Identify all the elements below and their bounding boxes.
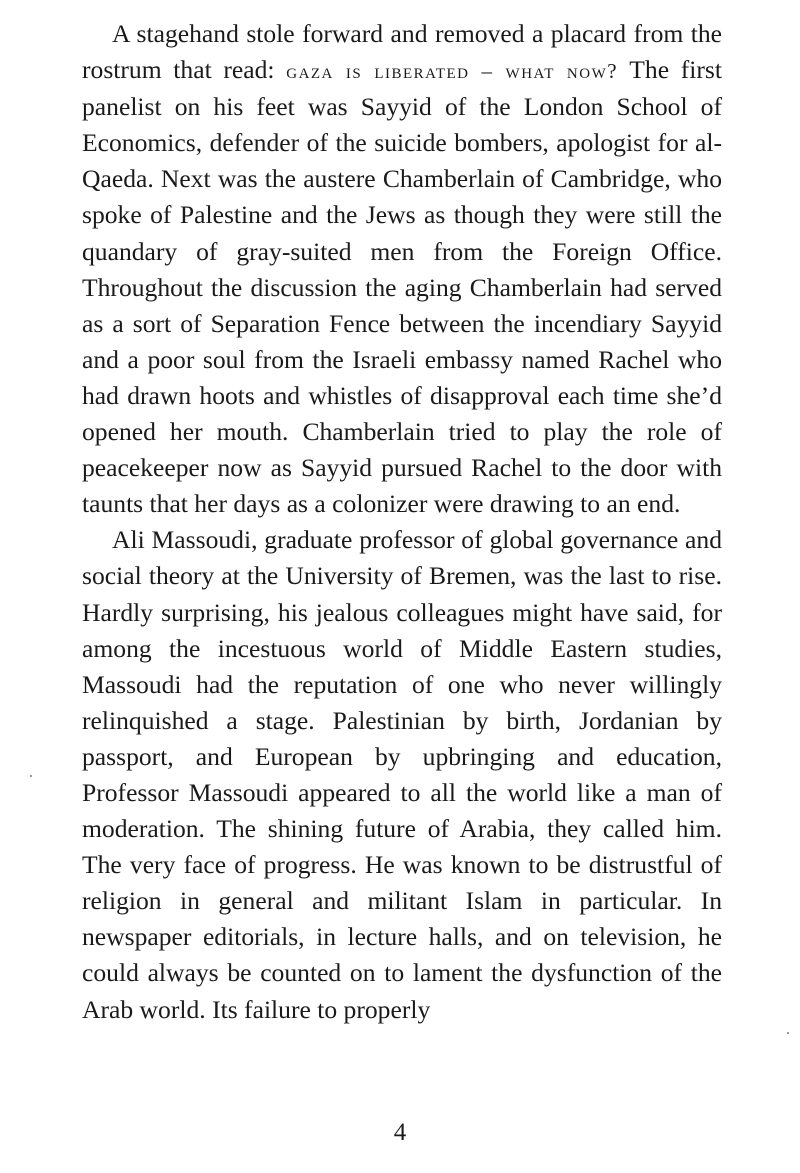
scan-speck <box>787 1032 789 1034</box>
placard-text: gaza is liberated – what now? <box>286 59 619 84</box>
page-body <box>82 16 722 1028</box>
paragraph-2: Ali Massoudi, graduate professor of global governance and social theory at the University of Bremen, was the last to rise. Hardly surprising, his jealous colleagues might have said, for among the incestuous world of Middle Eastern studies, Massoudi had the reputation of one who never willingly relinquished a stage. Palestinian by birth, Jordanian by passport, and European by upbringing and education, Professor Massoudi appeared to all the world like a man of moderation. The shining future of Arabia, they called him. The very face of progress. He was known to be distrustful of religion in general and militant Islam in particular. In newspaper editorials, in lecture halls, and on television, he could always be counted on to lament the dysfunction of the Arab world. Its failure to properly <box>82 525 722 1024</box>
paragraph-1-lead: A stagehand stole forward and removed a placard from the rostrum that read: <box>82 19 722 85</box>
paragraph-1-body: The first panelist on his feet was Sayyid of the London School of Economics, defender of the suicide bombers, apologist for al-Qaeda. Next was the austere Chamberlain of Cambridge, who spoke of Palestine and the Jews as though they were still the quandary of gray-suited men from the Foreign Office. Throughout the discussion the aging Chamberlain had served as a sort of Separation Fence between the incendiary Sayyid and a poor soul from the Israeli embassy named Rachel who had drawn hoots and whistles of disapproval each time she’d opened her mouth. Chamberlain tried to play the role of peacekeeper now as Sayyid pursued Rachel to the door with taunts that her days as a colonizer were drawing to an end. <box>82 55 723 519</box>
scan-speck <box>30 775 32 777</box>
paragraph-1 <box>82 16 722 522</box>
page-number: 4 <box>393 1119 407 1146</box>
